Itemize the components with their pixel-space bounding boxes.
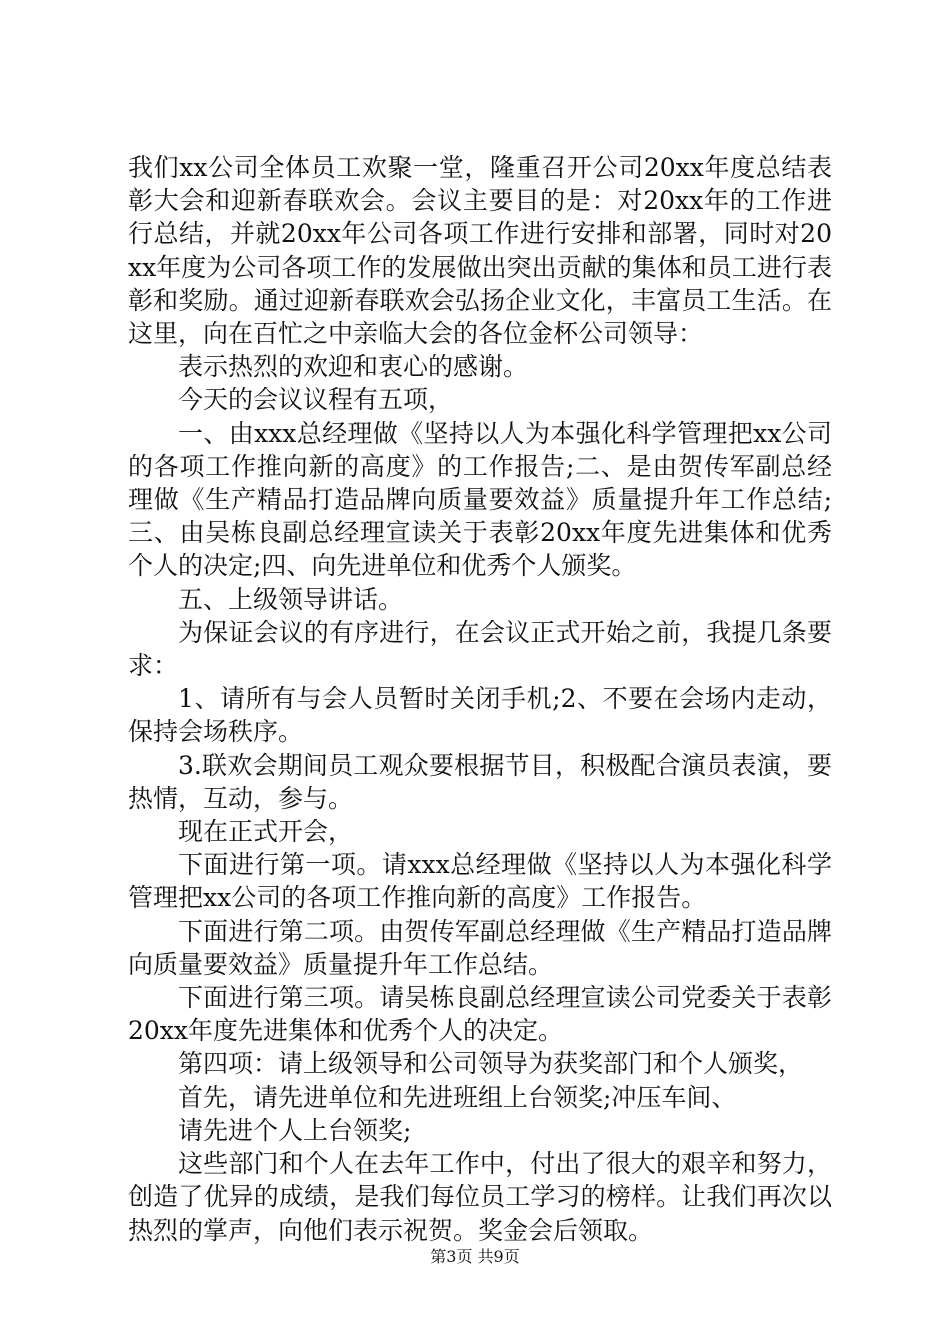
paragraph-item-two: 下面进行第二项。由贺传军副总经理做《生产精品打造品牌向质量要效益》质量提升年工作总结。	[128, 916, 832, 979]
paragraph-item-four: 第四项：请上级领导和公司领导为获奖部门和个人颁奖，	[178, 1049, 804, 1079]
page-number-footer: 第3页 共9页	[430, 1247, 520, 1266]
paragraph-item-three: 下面进行第三项。请吴栋良副总经理宣读公司党委关于表彰20xx年度先进集体和优秀个人的决定。	[128, 983, 832, 1046]
paragraph-meeting-start: 现在正式开会，	[178, 817, 354, 847]
paragraph-requirement-3: 3.联欢会期间员工观众要根据节目，积极配合演员表演，要热情，互动，参与。	[128, 750, 832, 813]
paragraph-welcome: 表示热烈的欢迎和衷心的感谢。	[178, 352, 529, 382]
paragraph-agenda-items: 一、由xxx总经理做《坚持以人为本强化科学管理把xx公司的各项工作推向新的高度》的工作报告;二、是由贺传军副总经理做《生产精品打造品牌向质量要效益》质量提升年工作总结;三、由吴栋良副总经理宣读关于表彰20xx年度先进集体和优秀个人的决定;四、向先进单位和优秀个人颁奖。	[128, 418, 832, 581]
paragraph-item-one: 下面进行第一项。请xxx总经理做《坚持以人为本强化科学管理把xx公司的各项工作推向新的高度》工作报告。	[128, 850, 832, 913]
document-body	[128, 151, 832, 1247]
paragraph-requirement-1-2: 1、请所有与会人员暂时关闭手机;2、不要在会场内走动，保持会场秩序。	[128, 684, 832, 747]
paragraph-agenda-intro: 今天的会议议程有五项，	[178, 385, 454, 415]
paragraph-award-units: 首先，请先进单位和先进班组上台领奖;冲压车间、	[178, 1082, 737, 1112]
paragraph-opening: 我们xx公司全体员工欢聚一堂，隆重召开公司20xx年度总结表彰大会和迎新春联欢会。会议主要目的是：对20xx年的工作进行总结，并就20xx年公司各项工作进行安排和部署，同时对20xx年度为公司各项工作的发展做出突出贡献的集体和员工进行表彰和奖励。通过迎新春联欢会弘扬企业文化，丰富员工生活。在这里，向在百忙之中亲临大会的各位金杯公司领导：	[128, 153, 832, 349]
paragraph-requirements-intro: 为保证会议的有序进行，在会议正式开始之前，我提几条要求：	[128, 617, 832, 681]
paragraph-closing: 这些部门和个人在去年工作中，付出了很大的艰辛和努力，创造了优异的成绩，是我们每位员工学习的榜样。让我们再次以热烈的掌声，向他们表示祝贺。奖金会后领取。	[128, 1149, 832, 1245]
paragraph-agenda-five: 五、上级领导讲话。	[178, 584, 404, 614]
paragraph-award-individuals: 请先进个人上台领奖;	[178, 1115, 412, 1145]
